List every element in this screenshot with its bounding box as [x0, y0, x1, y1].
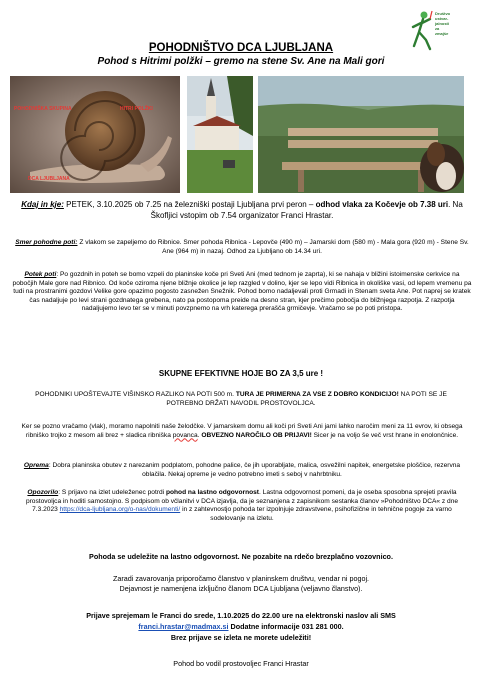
- phone-info: Dodatne informacije 031 281 000.: [228, 622, 344, 631]
- food-detail-2: Sicer je na voljo še več vrst hrane in enolončnice.: [311, 431, 459, 439]
- own-responsibility: pohod na lastno odgovornost: [165, 489, 259, 496]
- responsibility-note: Pohoda se udeležite na lastno odgovornost. Ne pozabite na rdečo brezplačno vozovnico.: [89, 552, 393, 561]
- food-detail: Ker se pozno vračamo (vlak), moramo napolniti naše želodčke. V jamarskem domu ali koči pri Sveti Ani jami lahko naročim meni za 11 evrov, ki obsega ribniško trojko z mesom ali brez + sladica ribniška: [21, 423, 463, 439]
- route-label: Smer pohodne poti:: [15, 239, 78, 246]
- equipment-label: Oprema: [23, 462, 49, 469]
- course-text: [12, 271, 472, 314]
- food-text: [14, 423, 470, 440]
- food-punct: .: [197, 431, 202, 439]
- church-photo: [187, 76, 253, 193]
- route-text: [14, 239, 470, 256]
- snail-label: HITRI POLŽKI: [120, 106, 153, 112]
- documents-link[interactable]: https://dca-ljubljana.org/o-nas/dokumenti/: [59, 506, 181, 514]
- warning-detail-2: . Lastna odgovornost pomeni, da je oseba sposobna sprejeti pravila prostovoljca in hoditi samostojno. S podpisom ob včlanitvi v DCA izjavlja, da je seznanjena z zapisnikom sestanka članov »Pohodništvo DCA« z dne 7.3.2023: [25, 489, 459, 514]
- route-detail: Z vlakom se zapeljemo do Ribnice. Smer pohoda Ribnica - Lepovče (490 m) – Jamarski dom (580 m) - Mala gora (920 m) - Stene Sv. Ane (964 m) in nazaj. Odhod za Ljubljano ob 14.34 uri.: [77, 239, 469, 255]
- page-subtitle: Pohod s Hitrimi polžki – gremo na stene Sv. Ane na Mali gori: [97, 56, 385, 67]
- equipment-detail: : Dobra planinska obutev z narezanim podplatom, pohodne palice, če jih uporabljate, malica, osvežilni napitek, energetske ploščice, rezervna oblačila. Nekaj opreme je vedno potrebno imeti s seboj v nahrbtniku.: [48, 462, 461, 478]
- hikers-notice-text: POHODNIKI UPOŠTEVAJTE VIŠINSKO RAZLIKO NA POTI 500 m.: [35, 391, 236, 398]
- registration: [0, 610, 482, 643]
- bench-photo: [258, 76, 464, 193]
- guide-note: Pohod bo vodil prostovoljec Franci Hrastar: [173, 659, 309, 668]
- snail-photo: [10, 76, 180, 193]
- insurance-note: [0, 574, 482, 594]
- course-detail: : Po gozdnih in poteh se bomo vzpeli do planinske koče pri Sveti Ani (med tednom je zaprta), ki se nahaja v bližini istoimenske cerkvice na pobočjih Male gore nad Ribnico. Od koče oziroma njene bližnje okolice je lep razgled v dolino, kjer se lepo vidi Ribnica in okoliške vasi, od lepem vremenu pa tudi na prostranimi gozdovi Velike gore opazimo pogosto zasnežen Snežnik. Pohod bomo nadaljevali proti Grmadi in Stenam sveta Ane. Pot naprej se kratek čas nadaljuje po levi strani gozdnatega grebena, nato pa postopoma preide na desno stran, kjer prečimo pobočja do bližnjega razpotja. Z razpotja nadaljujemo levo ter se v minuti povzpnemo na vrh katerega prerašča grmičevje. Vračamo se po poti pristopa.: [12, 271, 472, 313]
- hikers-notice: [30, 391, 452, 408]
- email-link[interactable]: franci.hrastar@madmax.si: [138, 622, 229, 631]
- warning-text: [14, 489, 470, 523]
- snail-label: DCA LJUBLJANA: [28, 176, 70, 182]
- train-departure: odhod vlaka za Kočevje ob 7.38 uri: [315, 200, 449, 209]
- hikers-notice-text-2: NA POTI SE JE POTREBNO DRŽATI NAVODIL PROSTOVOLJCA.: [166, 391, 447, 407]
- equipment-text: [14, 462, 470, 479]
- food-dessert: povanca: [172, 431, 198, 439]
- page-title: POHODNIŠTVO DCA LJUBLJANA: [148, 42, 334, 54]
- when-where-detail: PETEK, 3.10.2025 ob 7.25 na železniški postaji Ljubljana prvi peron –: [63, 200, 316, 209]
- walking-time: SKUPNE EFEKTIVNE HOJE BO ZA 3,5 ure !: [158, 369, 324, 378]
- registration-deadline: Prijave sprejemam le Franci do srede, 1.10.2025 do 22.00 ure na elektronski naslov ali SMS: [86, 611, 396, 620]
- logo-text: Društvo ustvar- jalnosti za zmajše: [435, 11, 451, 36]
- order-required: OBVEZNO NAROČILO OB PRIJAVI!: [201, 431, 312, 439]
- warning-detail-3: in z zahtevnostjo pohoda ter izpolnjuje zdravstvene, psihofizične in tehnične pogoje za varno sodelovanje na izletu.: [180, 506, 452, 522]
- when-where-label: Kdaj in kje:: [21, 200, 64, 209]
- tour-suitability: TURA JE PRIMERNA ZA VSE Z DOBRO KONDICIJO!: [235, 391, 399, 398]
- when-where-detail-2: . Na Škofljici vstopim ob 7.54 organizator Franci Hrastar.: [150, 200, 463, 220]
- warning-label: Opozorilo: [27, 489, 59, 496]
- warning-detail: : S prijavo na izlet udeleženec potrdi: [58, 489, 166, 496]
- registration-required: Brez prijave se izleta ne morete udeležiti!: [170, 633, 312, 642]
- insurance-line: Zaradi zavarovanja priporočamo članstvo v planinskem društvu, vendar ni pogoj.: [112, 574, 370, 583]
- course-label: Potek poti: [24, 271, 57, 278]
- membership-line: Dejavnost je namenjena izključno članom DCA Ljubljana (veljavno članstvo).: [119, 584, 363, 593]
- when-where-text: [14, 200, 470, 221]
- snail-label: POHODNIŠKA SKUPINA: [14, 106, 72, 112]
